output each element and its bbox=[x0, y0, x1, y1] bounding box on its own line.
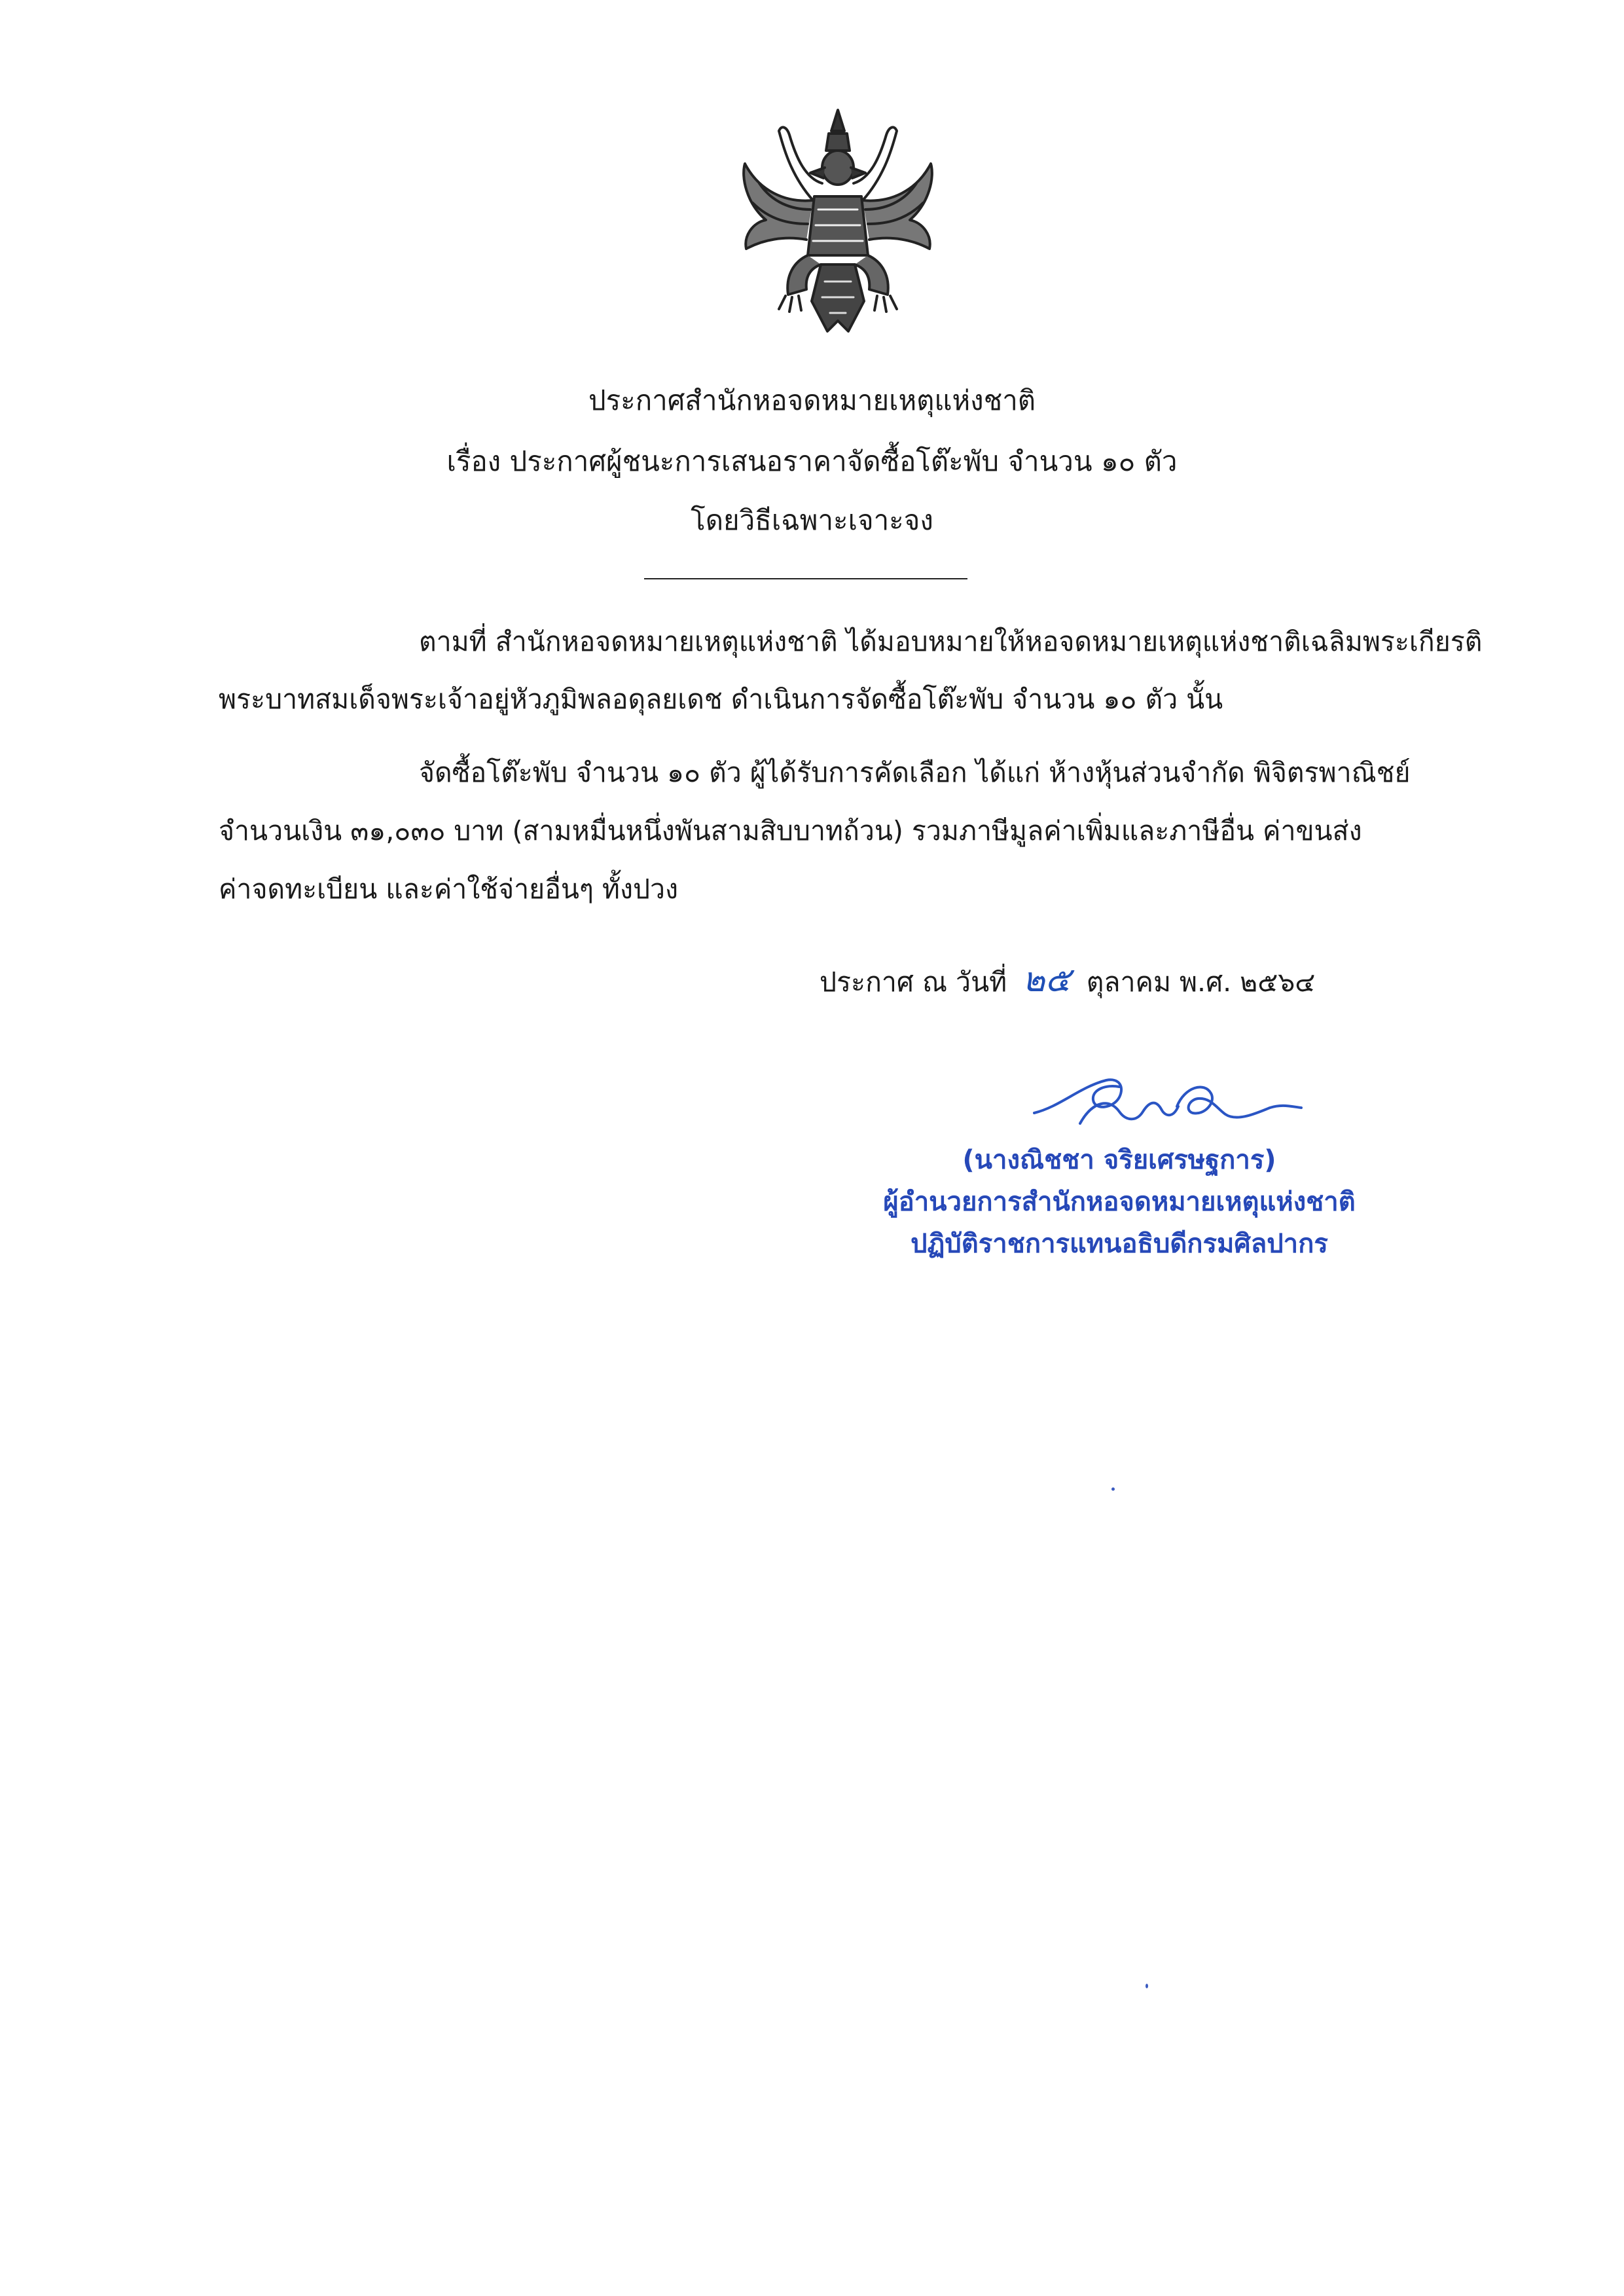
signatory-acting-for: ปฏิบัติราชการแทนอธิบดีกรมศิลปากร bbox=[911, 1229, 1328, 1259]
paragraph2-line2: จำนวนเงิน ๓๑,๐๓๐ บาท (สามหมื่นหนึ่งพันสามสิบบาทถ้วน) รวมภาษีมูลค่าเพิ่มและภาษีอื่น ค่าขนส่ง bbox=[219, 815, 1362, 847]
signatory-block bbox=[825, 1139, 1414, 1265]
signatory-position: ผู้อำนวยการสำนักหอจดหมายเหตุแห่งชาติ bbox=[883, 1187, 1356, 1217]
paragraph2-line1: จัดซื้อโต๊ะพับ จำนวน ๑๐ ตัว ผู้ได้รับการคัดเลือก ได้แก่ ห้างหุ้นส่วนจำกัด พิจิตรพาณิชย์ bbox=[419, 757, 1411, 788]
paragraph2-line3: ค่าจดทะเบียน และค่าใช้จ่ายอื่นๆ ทั้งปวง bbox=[219, 873, 679, 905]
scan-speck bbox=[1111, 1487, 1115, 1491]
paragraph1-line1: ตามที่ สำนักหอจดหมายเหตุแห่งชาติ ได้มอบหมายให้หอจดหมายเหตุแห่งชาติเฉลิมพระเกียรติ bbox=[419, 626, 1483, 657]
document-title: ประกาศสำนักหอจดหมายเหตุแห่งชาติ bbox=[588, 384, 1036, 416]
procurement-method: โดยวิธีเฉพาะเจาะจง bbox=[691, 504, 933, 536]
document-subject: เรื่อง ประกาศผู้ชนะการเสนอราคาจัดซื้อโต๊ะพับ จำนวน ๑๐ ตัว bbox=[446, 445, 1178, 477]
date-prefix: ประกาศ ณ วันที่ bbox=[820, 966, 1007, 998]
garuda-emblem-icon bbox=[733, 105, 943, 340]
date-suffix: ตุลาคม พ.ศ. ๒๕๖๔ bbox=[1086, 966, 1316, 998]
signatory-name: (นางณิชชา จริยเศรษฐการ) bbox=[962, 1145, 1276, 1175]
handwritten-signature bbox=[1021, 1061, 1309, 1139]
date-day-handwritten: ๒๕ bbox=[1022, 960, 1071, 1000]
title-divider bbox=[644, 578, 967, 579]
announcement-date bbox=[820, 960, 1315, 1002]
scan-speck bbox=[1146, 1984, 1148, 1988]
paragraph1-line2: พระบาทสมเด็จพระเจ้าอยู่หัวภูมิพลอดุลยเดช ดำเนินการจัดซื้อโต๊ะพับ จำนวน ๑๐ ตัว นั้น bbox=[219, 683, 1223, 715]
